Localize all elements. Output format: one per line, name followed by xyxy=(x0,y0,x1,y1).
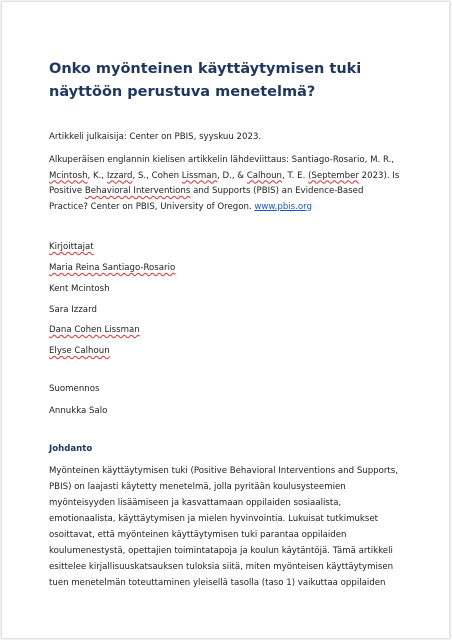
document-title: Onko myönteinen käyttäytymisen tuki näyttöön perustuva menetelmä? xyxy=(49,61,362,100)
citation-term: Behavioral Interventions xyxy=(84,186,191,196)
citation-text: and Supports (PBIS) an Evidence-Based xyxy=(193,186,364,196)
citation-line-1: Alkuperäisen englannin kielisen artikkelin lähdeviittaus: Santiago-Rosario, M. R., xyxy=(49,155,395,165)
author-item xyxy=(49,323,429,339)
citation-text: Practice? Center on PBIS, University of Oregon. xyxy=(49,201,252,212)
citation-text: , S., Cohen xyxy=(132,170,180,181)
citation-text: , K., xyxy=(87,170,105,181)
intro-line: koulumenestystä, opettajien toimintatapoja ja koulun käytäntöjä. Tämä artikkeli xyxy=(49,546,393,556)
translator-name: Annukka Salo xyxy=(49,406,108,416)
citation-line-4 xyxy=(49,200,429,216)
author-surname: Lissman xyxy=(181,170,218,181)
intro-line: PBIS) on laajasti käytetty menetelmä, jolla pyritään koulusysteemien xyxy=(49,482,346,492)
author-name: Maria Reina Santiago-Rosario xyxy=(49,263,176,273)
publisher-line: Artikkeli julkaisija: Center on PBIS, syyskuu 2023. xyxy=(49,132,262,142)
document-page xyxy=(2,2,449,638)
author-surname: Calhoun xyxy=(246,170,282,181)
citation-line-3 xyxy=(49,184,429,200)
author-item xyxy=(49,282,429,298)
pbis-link[interactable]: www.pbis.org xyxy=(254,201,312,212)
translation-heading: Suomennos xyxy=(49,384,100,394)
citation-text: , T. E. xyxy=(282,170,306,181)
author-name: Kent Mcintosh xyxy=(49,284,110,294)
authors-heading-text: Kirjoittajat xyxy=(49,242,94,252)
authors-heading xyxy=(49,240,429,256)
intro-paragraph xyxy=(49,463,429,591)
author-item xyxy=(49,344,429,360)
intro-heading: Johdanto xyxy=(49,444,93,454)
intro-line: emotionaalista, käyttäytymisen ja mielen hyvinvointia. Lukuisat tutkimukset xyxy=(49,514,379,524)
author-item xyxy=(49,261,429,277)
intro-line: tuen menetelmän toteuttaminen yleisellä tasolla (taso 1) vaikuttaa oppilaiden xyxy=(49,578,386,588)
intro-line: osoittavat, että myönteinen käyttäytymisen tuki parantaa oppilaiden xyxy=(49,530,347,540)
citation-text: , D., & xyxy=(217,170,244,181)
citation-paragraph xyxy=(49,153,429,215)
citation-text: 2023). Is xyxy=(361,170,400,181)
author-name: Elyse Calhoun xyxy=(49,346,110,356)
author-name: Dana Cohen Lissman xyxy=(49,325,140,335)
intro-line: Myönteinen käyttäytymisen tuki (Positive Behavioral Interventions and Supports, xyxy=(49,466,398,476)
author-surname: Izzard xyxy=(106,170,133,181)
citation-text: Positive xyxy=(49,186,83,196)
intro-line: myönteisyyden lisäämiseen ja kasvattamaan oppilaiden sosiaalista, xyxy=(49,498,342,508)
citation-date: (September xyxy=(308,170,359,181)
intro-line: esittelee kirjallisuuskatsauksen tuloksia siitä, miten myönteisen käyttäytymisen xyxy=(49,562,394,572)
author-surname: Mcintosh xyxy=(49,170,88,181)
author-item xyxy=(49,303,429,319)
author-name: Sara Izzard xyxy=(49,305,97,315)
citation-line-2 xyxy=(49,169,429,185)
